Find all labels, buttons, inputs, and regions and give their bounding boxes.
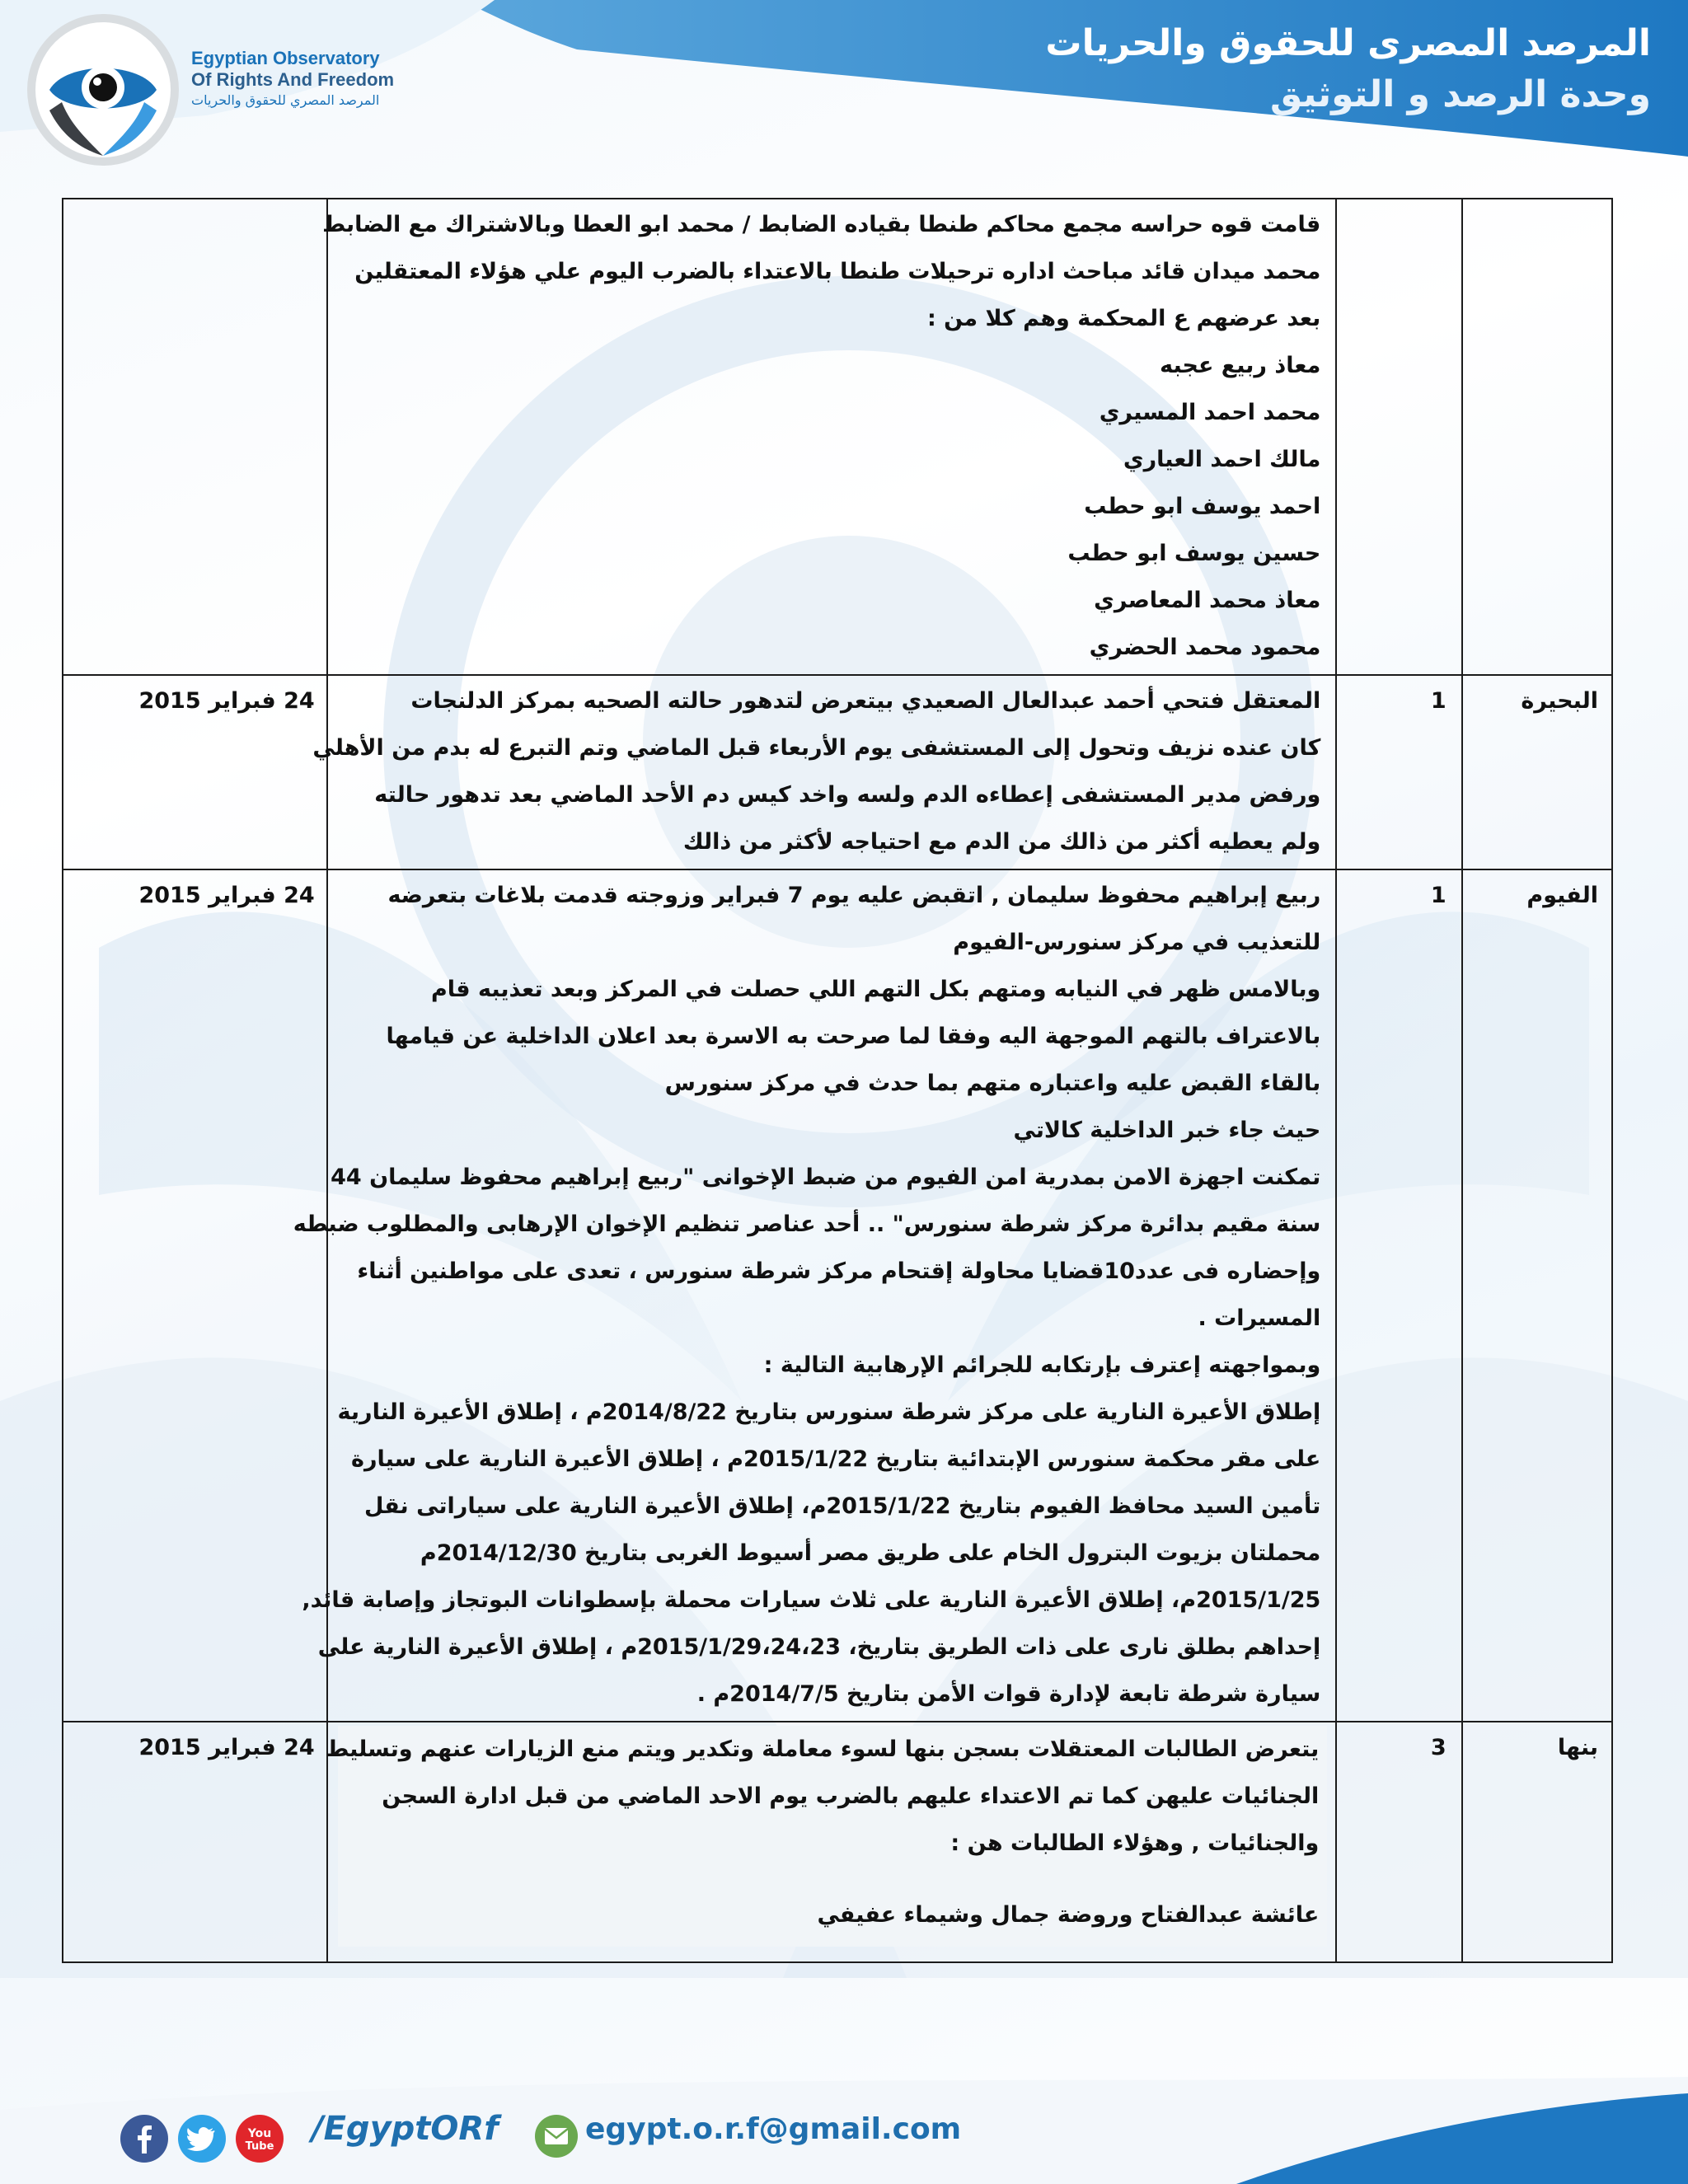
description-line: ربيع إبراهيم محفوظ سليمان , اتقبض عليه يوم 7 فبراير وزوجته قدمت بلاغات بتعرضه bbox=[387, 883, 1321, 908]
governorate-cell: البحيرة bbox=[1462, 675, 1612, 869]
count-cell: 3 bbox=[1336, 1722, 1461, 1962]
detainee-name: معاذ محمد المعاصري bbox=[1094, 588, 1321, 613]
table-row bbox=[63, 675, 1612, 869]
observatory-logo bbox=[25, 12, 181, 168]
date-cell: 24 فبراير 2015 bbox=[63, 1722, 327, 1962]
detainee-name: احمد يوسف ابو حطب bbox=[1084, 494, 1321, 519]
twitter-icon[interactable] bbox=[177, 2114, 227, 2163]
youtube-label-you: You bbox=[247, 2127, 272, 2140]
description-line: حيث جاء خبر الداخلية كالاتي bbox=[1013, 1118, 1321, 1143]
description-line: بالقاء القبض عليه واعتباره متهم بما حدث في مركز سنورس bbox=[664, 1071, 1321, 1096]
youtube-label-tube: Tube bbox=[245, 2140, 274, 2153]
student-names: عائشة عبدالفتاح وروضة جمال وشيماء عفيفي bbox=[817, 1902, 1320, 1928]
description-line: سيارة شرطة تابعة لإدارة قوات الأمن بتاريخ 2014/7/5م . bbox=[696, 1681, 1321, 1707]
description-line: وبمواجهته إعترف بإرتكابه للجرائم الإرهابية التالية : bbox=[763, 1352, 1321, 1378]
description-line: ورفض مدير المستشفى إعطاءه الدم ولسه واخد كيس دم الأحد الماضي بعد تدهور حالته bbox=[374, 782, 1321, 808]
logo-text bbox=[191, 48, 438, 110]
email-icon bbox=[534, 2114, 579, 2158]
date-cell bbox=[63, 199, 327, 675]
description-line: وبالامس ظهر في النيابه ومتهم بكل التهم اللي حصلت في المركز وبعد تعذيبه قام bbox=[431, 977, 1321, 1002]
detainee-name: معاذ ربيع عجبه bbox=[1160, 353, 1321, 378]
description-line: إحداهم بطلق نارى على ذات الطريق بتاريخ، 2015/1/29،24،23م ، إطلاق الأعيرة النارية على bbox=[317, 1634, 1321, 1660]
description-cell bbox=[293, 869, 1337, 1722]
description-line: المعتقل فتحي أحمد عبدالعال الصعيدي بيتعرض لتدهور حالته الصحيه بمركز الدلنجات bbox=[410, 688, 1321, 714]
count-cell: 1 bbox=[1336, 869, 1461, 1722]
social-handle-link[interactable]: /EgyptORf bbox=[312, 2110, 499, 2148]
description-line: محمد ميدان قائد مباحث اداره ترحيلات طنطا بالاعتداء بالضرب اليوم علي هؤلاء المعتقلين bbox=[354, 259, 1321, 284]
logo-en-line1: Egyptian Observatory bbox=[191, 48, 380, 68]
description-line: إطلاق الأعيرة النارية على مركز شرطة سنورس بتاريخ 2014/8/22م ، إطلاق الأعيرة النارية bbox=[337, 1399, 1321, 1425]
description-line: سنة مقيم بدائرة مركز شرطة سنورس" .. أحد عناصر تنظيم الإخوان الإرهابى والمطلوب ضبطه bbox=[293, 1212, 1321, 1237]
page-title: المرصد المصرى للحقوق والحريات bbox=[1045, 22, 1651, 64]
description-line: ولم يعطيه أكثر من ذالك من الدم مع احتياجه لأكثر من ذالك bbox=[682, 829, 1321, 855]
description-line: بعد عرضهم ع المحكمة وهم كلا من : bbox=[926, 306, 1321, 331]
detainee-name: محمد احمد المسيري bbox=[1099, 400, 1321, 425]
description-line: قامت قوه حراسه مجمع محاكم طنطا بقياده الضابط / محمد ابو العطا وبالاشتراك مع الضابط bbox=[322, 212, 1321, 237]
count-cell bbox=[1336, 199, 1461, 675]
logo-ar-line: المرصد المصري للحقوق والحريات bbox=[191, 92, 380, 108]
header-titles bbox=[1045, 18, 1651, 120]
description-line: تأمين السيد محافظ الفيوم بتاريخ 2015/1/22م، إطلاق الأعيرة النارية على سياراتى نقل bbox=[364, 1493, 1321, 1519]
description-box bbox=[326, 1726, 1328, 1947]
description-line: كان عنده نزيف وتحول إلى المستشفى يوم الأربعاء قبل الماضي وتم التبرع له بدم من الأهلي bbox=[312, 735, 1321, 761]
governorate-cell bbox=[1462, 199, 1612, 675]
description-line: 2015/1/25م، إطلاق الأعيرة النارية على ثلاث سيارات محملة بإسطوانات البوتجاز وإصابة قائد, bbox=[302, 1587, 1321, 1613]
description-cell bbox=[322, 199, 1337, 675]
detainee-name: حسين يوسف ابو حطب bbox=[1067, 541, 1321, 566]
description-cell bbox=[312, 675, 1337, 869]
description-line: والجنائيات , وهؤلاء الطالبات هن : bbox=[950, 1830, 1320, 1856]
table-row bbox=[63, 869, 1612, 1722]
description-cell bbox=[327, 1722, 1337, 1962]
letterhead-header bbox=[0, 0, 1688, 181]
count-cell: 1 bbox=[1336, 675, 1461, 869]
description-line: تمكنت اجهزة الامن بمدرية امن الفيوم من ضبط الإخوانى "ربيع إبراهيم محفوظ سليمان 44 bbox=[331, 1165, 1321, 1190]
detainee-name: محمود محمد الحضري bbox=[1089, 635, 1321, 660]
logo-en-line2: Of Rights And Freedom bbox=[191, 69, 395, 90]
page-subtitle: وحدة الرصد و التوثيق bbox=[1270, 73, 1651, 115]
youtube-icon[interactable] bbox=[235, 2114, 284, 2163]
description-line: على مقر محكمة سنورس الإبتدائية بتاريخ 2015/1/22م ، إطلاق الأعيرة النارية على سيارة bbox=[351, 1446, 1321, 1472]
date-cell: 24 فبراير 2015 bbox=[63, 869, 327, 1722]
description-line: بالاعتراف بالتهم الموجهة اليه وفقا لما صرحت به الاسرة بعد اعلان الداخلية عن قيامها bbox=[386, 1024, 1321, 1049]
governorate-cell: بنها bbox=[1462, 1722, 1612, 1962]
date-cell: 24 فبراير 2015 bbox=[63, 675, 327, 869]
description-line: المسيرات . bbox=[1198, 1305, 1321, 1331]
description-line: يتعرض الطالبات المعتقلات بسجن بنها لسوء معاملة وتكدير ويتم منع الزيارات عنهم وتسليط bbox=[326, 1736, 1320, 1762]
table-row bbox=[63, 1722, 1612, 1962]
description-line: للتعذيب في مركز سنورس-الفيوم bbox=[953, 930, 1321, 955]
email-link[interactable]: egypt.o.r.f@gmail.com bbox=[585, 2112, 962, 2146]
description-line: وإحضاره فى عدد10قضايا محاولة إقتحام مركز شرطة سنورس ، تعدى على مواطنين أثناء bbox=[357, 1258, 1321, 1284]
description-line: محملتان بزيوت البترول الخام على طريق مصر أسيوط الغربى بتاريخ 2014/12/30م bbox=[420, 1540, 1321, 1566]
detainee-name: مالك احمد العياري bbox=[1123, 447, 1321, 472]
facebook-icon[interactable] bbox=[120, 2114, 169, 2163]
report-table bbox=[62, 198, 1613, 1963]
governorate-cell: الفيوم bbox=[1462, 869, 1612, 1722]
description-line: الجنائيات عليهن كما تم الاعتداء عليهم بالضرب يوم الاحد الماضي من قبل ادارة السجن bbox=[382, 1783, 1320, 1809]
table-row bbox=[63, 199, 1612, 675]
